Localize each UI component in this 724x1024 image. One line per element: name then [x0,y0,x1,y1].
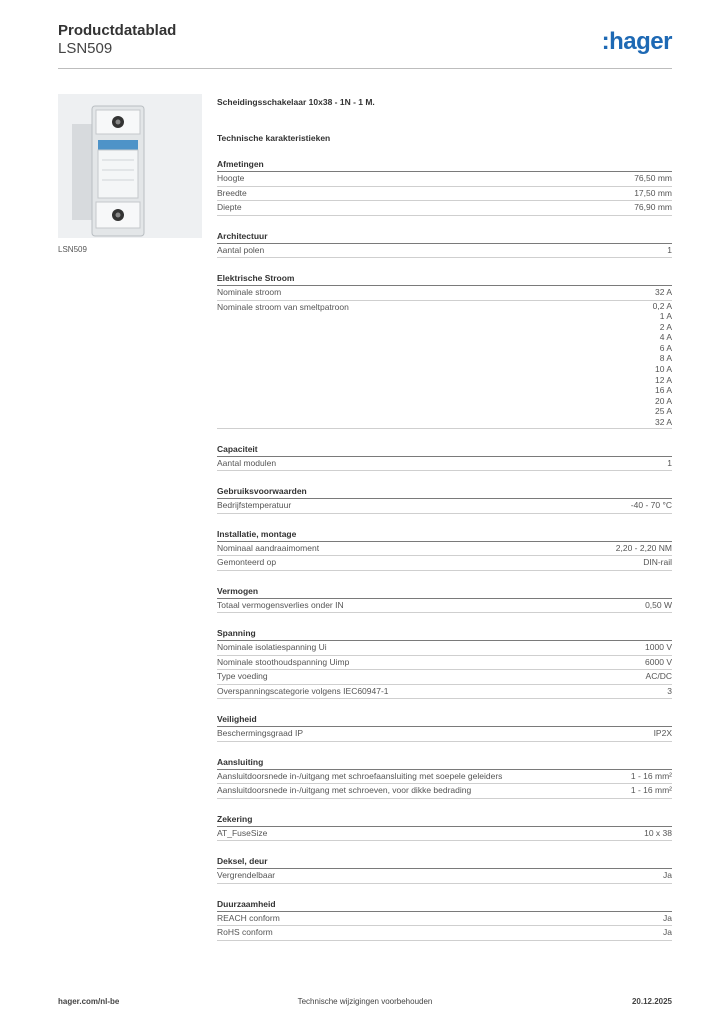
section-title: Gebruiksvoorwaarden [217,485,672,499]
spec-label: Aantal polen [217,244,265,255]
spec-label: Nominale stoothoudspanning Uimp [217,656,350,667]
footer-website: hager.com/nl-be [58,997,120,1006]
spec-label: Gemonteerd op [217,557,277,568]
spec-section [217,713,672,742]
spec-value: Ja [663,870,672,881]
page-footer [58,997,672,1011]
section-title: Capaciteit [217,443,672,457]
spec-value-item: 8 A [659,353,672,364]
spec-row [217,599,672,614]
spec-label: AT_FuseSize [217,827,268,838]
spec-value-item: 16 A [654,385,672,396]
section-title: Deksel, deur [217,855,672,869]
spec-value-item: 0,2 A [652,300,672,311]
spec-value-item: 32 A [654,417,672,428]
spec-row [217,201,672,216]
spec-content [217,96,672,941]
spec-row [217,542,672,557]
spec-section [217,627,672,699]
image-caption: LSN509 [58,245,87,254]
spec-label: Vergrendelbaar [217,870,276,881]
section-title: Installatie, montage [217,528,672,542]
spec-row [217,286,672,301]
section-title: Aansluiting [217,756,672,770]
spec-label: Beschermingsgraad IP [217,728,303,739]
spec-value-item: 12 A [654,374,672,385]
spec-row [217,244,672,259]
spec-label: Nominale stroom van smeltpatroon [217,301,349,312]
spec-label: RoHS conform [217,927,273,938]
spec-value: AC/DC [645,671,672,682]
spec-row [217,172,672,187]
spec-row [217,685,672,700]
section-title: Elektrische Stroom [217,272,672,286]
spec-value: 32 A [654,287,672,297]
spec-row [217,187,672,202]
fuse-disconnector-icon [58,94,202,238]
spec-label: Breedte [217,187,247,198]
spec-row [217,770,672,785]
spec-value: 0,50 W [645,599,672,610]
spec-label: Totaal vermogensverlies onder IN [217,599,344,610]
spec-value: 76,90 mm [634,202,672,212]
spec-value: IP2X [653,728,672,739]
page-header [58,22,672,69]
spec-row [217,784,672,799]
spec-value: DIN-rail [643,557,672,568]
spec-value-item: 25 A [654,406,672,417]
spec-label: Nominale stroom [217,287,282,297]
spec-section [217,585,672,614]
spec-value-item: 1 A [659,311,672,322]
spec-value: 2,20 - 2,20 NM [615,542,672,553]
spec-value-item: 2 A [659,321,672,332]
spec-value [653,301,672,428]
spec-row [217,499,672,514]
spec-section [217,443,672,472]
spec-row [217,457,672,472]
spec-row [217,827,672,842]
document-title: Productdatablad [58,22,177,39]
spec-value: -40 - 70 °C [630,500,672,511]
spec-section [217,485,672,514]
spec-row [217,869,672,884]
spec-value: 76,50 mm [634,173,672,183]
spec-row [217,926,672,941]
spec-value: 1000 V [645,642,672,653]
product-name: Scheidingsschakelaar 10x38 - 1N - 1 M. [217,97,375,107]
spec-section [217,230,672,259]
spec-sections [217,158,672,941]
spec-row [217,301,672,429]
section-title: Duurzaamheid [217,898,672,912]
spec-label: Aansluitdoorsnede in-/uitgang met schroeven, voor dikke bedrading [217,785,472,796]
spec-value: 3 [667,685,672,696]
spec-section [217,898,672,941]
tech-characteristics-title: Technische karakteristieken [217,133,331,143]
footer-notice: Technische wijzigingen voorbehouden [297,997,433,1006]
spec-value: 1 [667,244,672,255]
spec-value-item: 6 A [659,342,672,353]
spec-value-item: 10 A [654,364,672,375]
spec-value: 1 - 16 mm² [630,770,672,781]
spec-label: Bedrijfstemperatuur [217,500,292,511]
section-title: Zekering [217,813,672,827]
spec-value: 17,50 mm [634,187,672,198]
spec-value-item: 4 A [659,332,672,343]
spec-section [217,528,672,571]
section-title: Afmetingen [217,158,672,172]
spec-label: Aantal modulen [217,457,277,468]
spec-value: 1 [667,457,672,468]
spec-value: 1 - 16 mm² [630,785,672,796]
spec-label: Aansluitdoorsnede in-/uitgang met schroefaansluiting met soepele geleiders [217,770,503,781]
spec-value: Ja [663,912,672,923]
product-image [58,94,202,238]
hager-logo: :hager [601,28,672,55]
spec-section [217,813,672,842]
spec-row [217,641,672,656]
section-title: Veiligheid [217,713,672,727]
spec-row [217,912,672,927]
product-code: LSN509 [58,40,113,57]
section-title: Spanning [217,627,672,641]
spec-value-item: 20 A [654,395,672,406]
spec-value: 10 x 38 [644,827,672,838]
spec-section [217,756,672,799]
spec-label: REACH conform [217,912,280,923]
spec-label: Type voeding [217,671,268,682]
section-title: Vermogen [217,585,672,599]
spec-section [217,855,672,884]
spec-section [217,158,672,216]
spec-row [217,556,672,571]
spec-value: 6000 V [645,656,672,667]
spec-label: Nominale isolatiespanning Ui [217,642,327,653]
footer-date: 20.12.2025 [631,997,672,1006]
spec-row [217,670,672,685]
spec-label: Hoogte [217,173,245,183]
spec-row [217,727,672,742]
spec-label: Overspanningscategorie volgens IEC60947-1 [217,685,389,696]
spec-label: Diepte [217,202,242,212]
section-title: Architectuur [217,230,672,244]
spec-row [217,656,672,671]
spec-value: Ja [663,927,672,938]
spec-label: Nominaal aandraaimoment [217,542,320,553]
spec-section [217,272,672,429]
